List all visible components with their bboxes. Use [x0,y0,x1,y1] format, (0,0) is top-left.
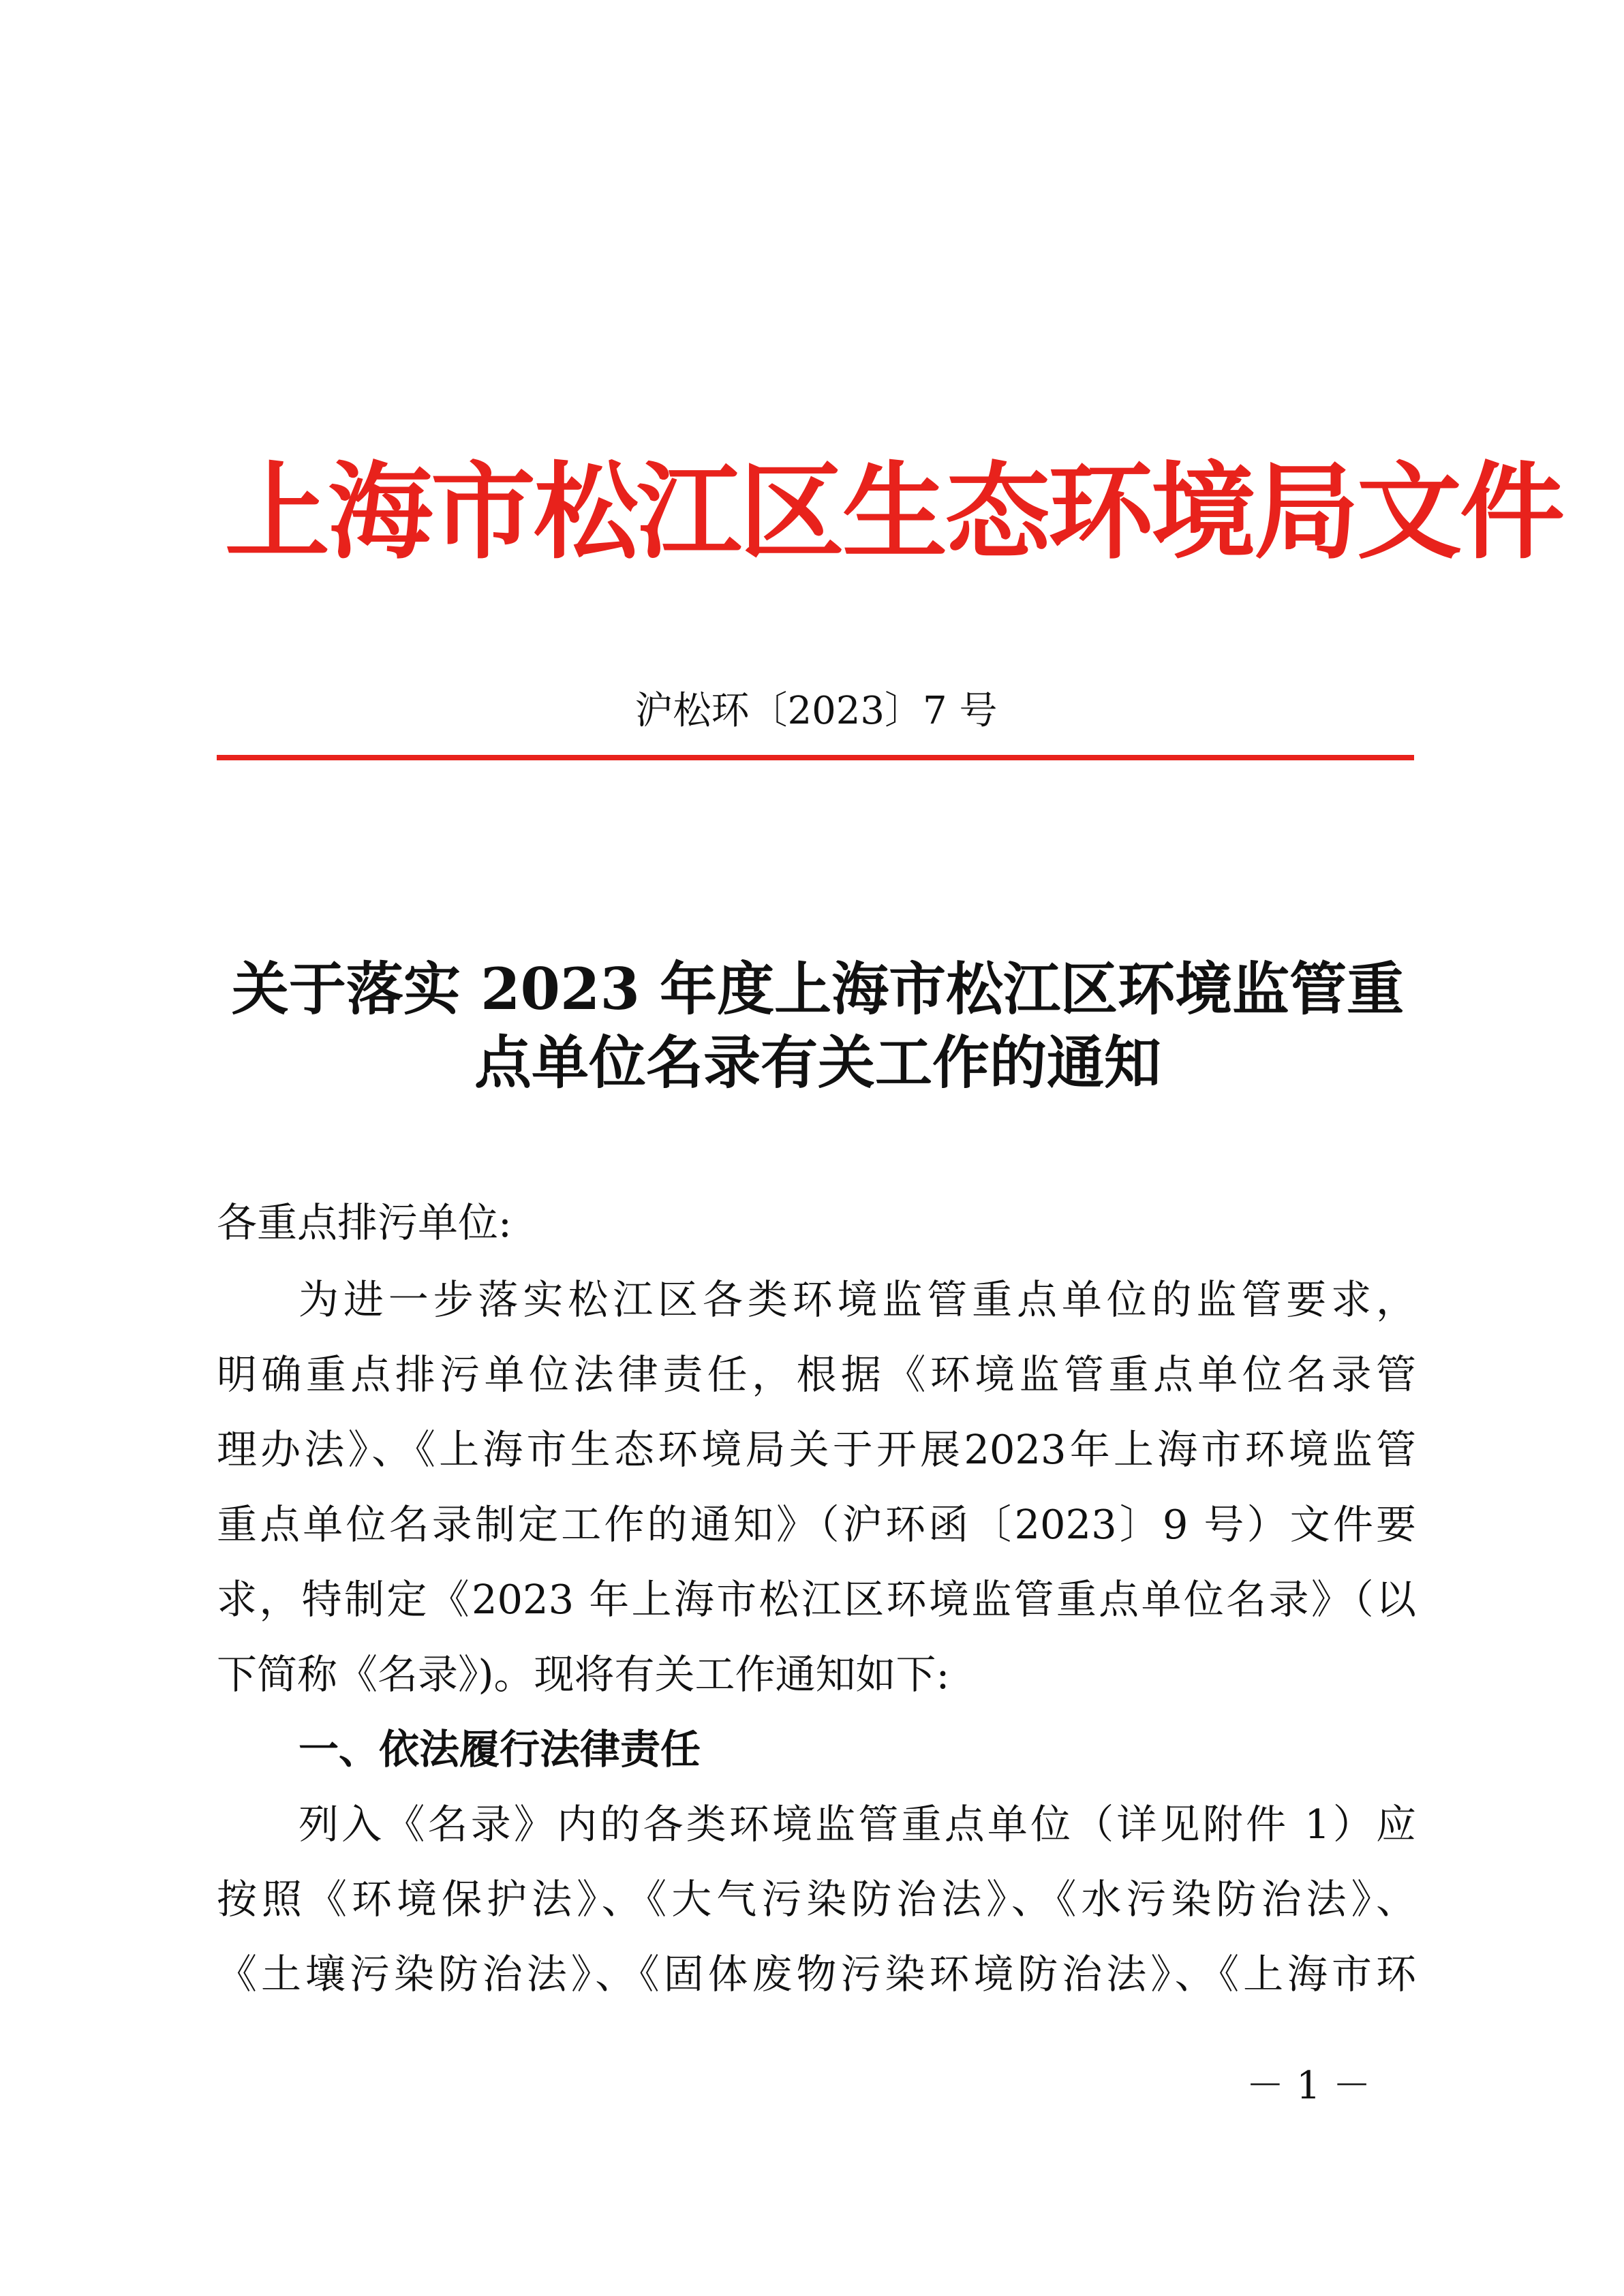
salutation: 各重点排污单位: [217,1199,512,1246]
paragraph-line: 为进一步落实松江区各类环境监管重点单位的监管要求， [298,1276,1416,1323]
red-separator-line [217,755,1414,760]
paragraph-line: 理办法》、《上海市生态环境局关于开展2023年上海市环境监管 [217,1426,1416,1473]
paragraph-line: 明确重点排污单位法律责任，根据《环境监管重点单位名录管 [217,1351,1416,1398]
notice-title-line: 点单位名录有关工作的通知 [474,1029,1161,1096]
issuing-authority-header: 上海市松江区生态环境局文件 [225,450,1563,574]
paragraph-line: 列入《名录》内的各类环境监管重点单位（详见附件 1）应 [298,1801,1416,1848]
section-heading: 一、依法履行法律责任 [298,1726,701,1773]
paragraph-line: 按照《环境保护法》、《大气污染防治法》、《水污染防治法》、 [217,1876,1416,1923]
notice-title-line: 关于落实 2023 年度上海市松江区环境监管重 [231,955,1405,1023]
paragraph-line: 求，特制定《2023 年上海市松江区环境监管重点单位名录》（以 [217,1576,1416,1623]
page-number: － 1 － [1246,2064,1371,2108]
paragraph-line: 下简称《名录》)。现将有关工作通知如下: [217,1651,950,1698]
paragraph-line: 《土壤污染防治法》、《固体废物污染环境防治法》、《上海市环 [217,1951,1416,1998]
document-number: 沪松环〔2023〕7 号 [634,689,998,733]
paragraph-line: 重点单位名录制定工作的通知》（沪环函〔2023〕9 号）文件要 [217,1501,1416,1548]
notice-title [204,952,1431,1100]
